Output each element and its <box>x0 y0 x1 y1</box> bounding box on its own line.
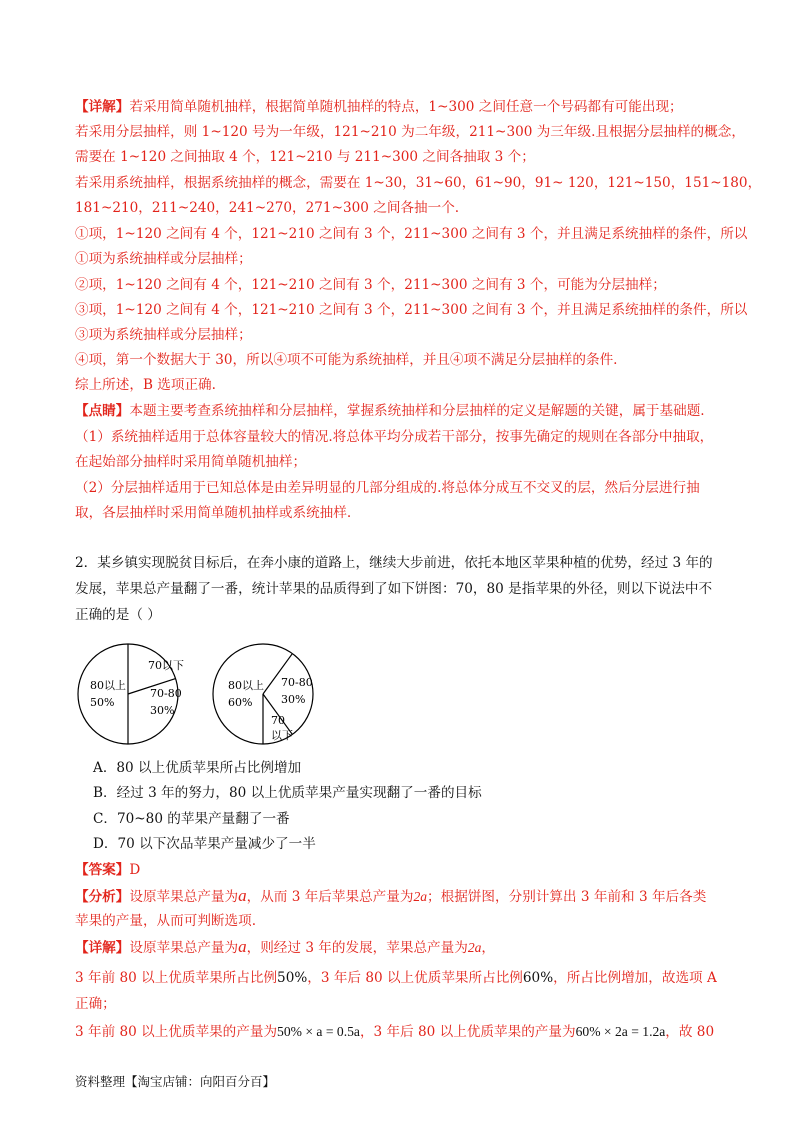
question-line-2: 发展，苹果总产量翻了一番，统计苹果的品质得到了如下饼图：70，80 是指苹果的外径，则以下说法中不 <box>75 581 713 597</box>
detail-line-3: 正确； <box>75 996 116 1012</box>
pie-charts-svg <box>75 638 335 750</box>
solution-line-7: ①项为系统抽样或分层抽样； <box>75 251 252 267</box>
detail-l2c: ，3 年后 80 以上优质苹果所占比例 <box>307 970 523 986</box>
pie-slice-percent: 60% <box>228 696 253 709</box>
solution-line-9: ③项，1~120 之间有 4 个，121~210 之间有 3 个，211~300 之间有 3 个，并且满足系统抽样的条件，所以 <box>75 302 748 318</box>
math-a: a <box>238 886 247 905</box>
solution-line-1 <box>75 97 683 117</box>
solution-line-6: ①项，1~120 之间有 4 个，121~210 之间有 3 个，211~300 之间有 3 个，并且满足系统抽样的条件，所以 <box>75 226 748 242</box>
solution-line-16: （2）分层抽样适用于已知总体是由差异明显的几部分组成的.将总体分成互不交叉的层，然后分层进行抽 <box>75 480 700 496</box>
detail-l4e: ，故 80 <box>665 1024 715 1040</box>
solution-line-3: 需要在 1~120 之间抽取 4 个，121~210 与 211~300 之间各抽取 3 个； <box>75 149 535 165</box>
solution-line-14: （1）系统抽样适用于总体容量较大的情况.将总体平均分成若干部分，按事先确定的规则在各部分中抽取， <box>75 429 714 445</box>
pie-slice-percent: 以下 <box>271 729 293 742</box>
pie-slice-percent: 50% <box>90 696 115 709</box>
detail-line-4 <box>75 1022 714 1042</box>
solution-line-10: ③项为系统抽样或分层抽样； <box>75 327 252 343</box>
pie-slice-percent: 30% <box>281 693 306 706</box>
pie-chart-2 <box>213 644 313 744</box>
detail-l2d: 60% <box>522 970 554 986</box>
answer-tag: 【答案】 <box>75 862 130 878</box>
solution-line-4: 若采用系统抽样，根据系统抽样的概念，需要在 1~30，31~60，61~90，91~ 120，121~150，151~180， <box>75 175 762 191</box>
question-line-3: 正确的是（ ） <box>75 607 161 623</box>
analysis-line-2: 苹果的产量，从而可判断选项. <box>75 913 257 929</box>
pie-chart-1 <box>78 644 184 744</box>
detail-text-1: 设原苹果总产量为 <box>129 940 239 956</box>
solution-line-13 <box>75 401 705 421</box>
pie-slice-percent: 30% <box>150 704 175 717</box>
detail-line-1 <box>75 937 495 958</box>
solution-line-5: 181~210，211~240，241~270，271~300 之间各抽一个. <box>75 200 460 216</box>
detail-tag-2: 【详解】 <box>75 940 130 956</box>
detail-l4b: 50% × a = 0.5a <box>277 1024 360 1039</box>
analysis-text-1: 设原苹果总产量为 <box>129 889 239 905</box>
option-c: C．70~80 的苹果产量翻了一番 <box>93 811 290 827</box>
analysis-text-3: ；根据饼图，分别计算出 3 年前和 3 年后各类 <box>427 889 707 905</box>
detail-line-2 <box>75 968 717 988</box>
solution-line-12: 综上所述，B 选项正确. <box>75 377 216 393</box>
question-line-1: 2．某乡镇实现脱贫目标后，在奔小康的道路上，继续大步前进，依托本地区苹果种植的优势，经过 3 年的 <box>75 555 713 571</box>
analysis-tag: 【分析】 <box>75 889 130 905</box>
detail-l2b: 50% <box>277 970 308 986</box>
detail-text-3: ， <box>481 940 496 956</box>
detail-tag: 【详解】 <box>75 99 130 115</box>
pie-slice-label: 70 <box>271 714 285 727</box>
detail-l2a: 3 年前 80 以上优质苹果所占比例 <box>75 970 278 986</box>
solution-line-11: ④项，第一个数据大于 30，所以④项不可能为系统抽样，并且④项不满足分层抽样的条件. <box>75 352 618 368</box>
option-a: A．80 以上优质苹果所占比例增加 <box>93 760 302 776</box>
detail-l2e: ，所占比例增加，故选项 A <box>553 970 717 986</box>
solution-text: 若采用简单随机抽样，根据简单随机抽样的特点，1~300 之间任意一个号码都有可能出现； <box>129 99 683 115</box>
analysis-line-1 <box>75 886 706 907</box>
footer: 资料整理【淘宝店铺：向阳百分百】 <box>75 1074 276 1089</box>
pie-charts <box>75 638 335 748</box>
detail-l4a: 3 年前 80 以上优质苹果的产量为 <box>75 1024 278 1040</box>
pie-slice-label: 80以上 <box>90 679 126 692</box>
solution-line-2: 若采用分层抽样，则 1~120 号为一年级，121~210 为二年级，211~300 为三年级.且根据分层抽样的概念， <box>75 124 745 140</box>
pie-slice-label: 70以下 <box>148 659 184 672</box>
math-2a: 2a <box>413 889 428 904</box>
solution-line-17: 取，各层抽样时采用简单随机抽样或系统抽样. <box>75 505 352 521</box>
math-a-2: a <box>238 937 247 956</box>
option-d: D．70 以下次品苹果产量减少了一半 <box>93 836 316 852</box>
pie-slice-label: 80以上 <box>228 679 264 692</box>
dianjing-text: 本题主要考查系统抽样和分层抽样，掌握系统抽样和分层抽样的定义是解题的关键，属于基础题. <box>129 403 705 419</box>
solution-line-15: 在起始部分抽样时采用简单随机抽样； <box>75 454 307 470</box>
analysis-text-2: ，从而 3 年后苹果总产量为 <box>246 889 414 905</box>
pie-slice-label: 70-80 <box>150 687 182 700</box>
detail-l4d: 60% × 2a = 1.2a <box>575 1024 666 1039</box>
detail-text-2: ，则经过 3 年的发展，苹果总产量为 <box>246 940 468 956</box>
answer-line <box>75 860 140 880</box>
detail-l4c: ，3 年后 80 以上优质苹果的产量为 <box>359 1024 576 1040</box>
answer-value: D <box>129 862 141 878</box>
pie-slice-label: 70-80 <box>281 676 313 689</box>
dianjing-tag: 【点睛】 <box>75 403 130 419</box>
option-b: B．经过 3 年的努力，80 以上优质苹果产量实现翻了一番的目标 <box>93 785 482 801</box>
math-2a-2: 2a <box>467 940 482 955</box>
solution-line-8: ②项，1~120 之间有 4 个，121~210 之间有 3 个，211~300 之间有 3 个，可能为分层抽样； <box>75 277 666 293</box>
